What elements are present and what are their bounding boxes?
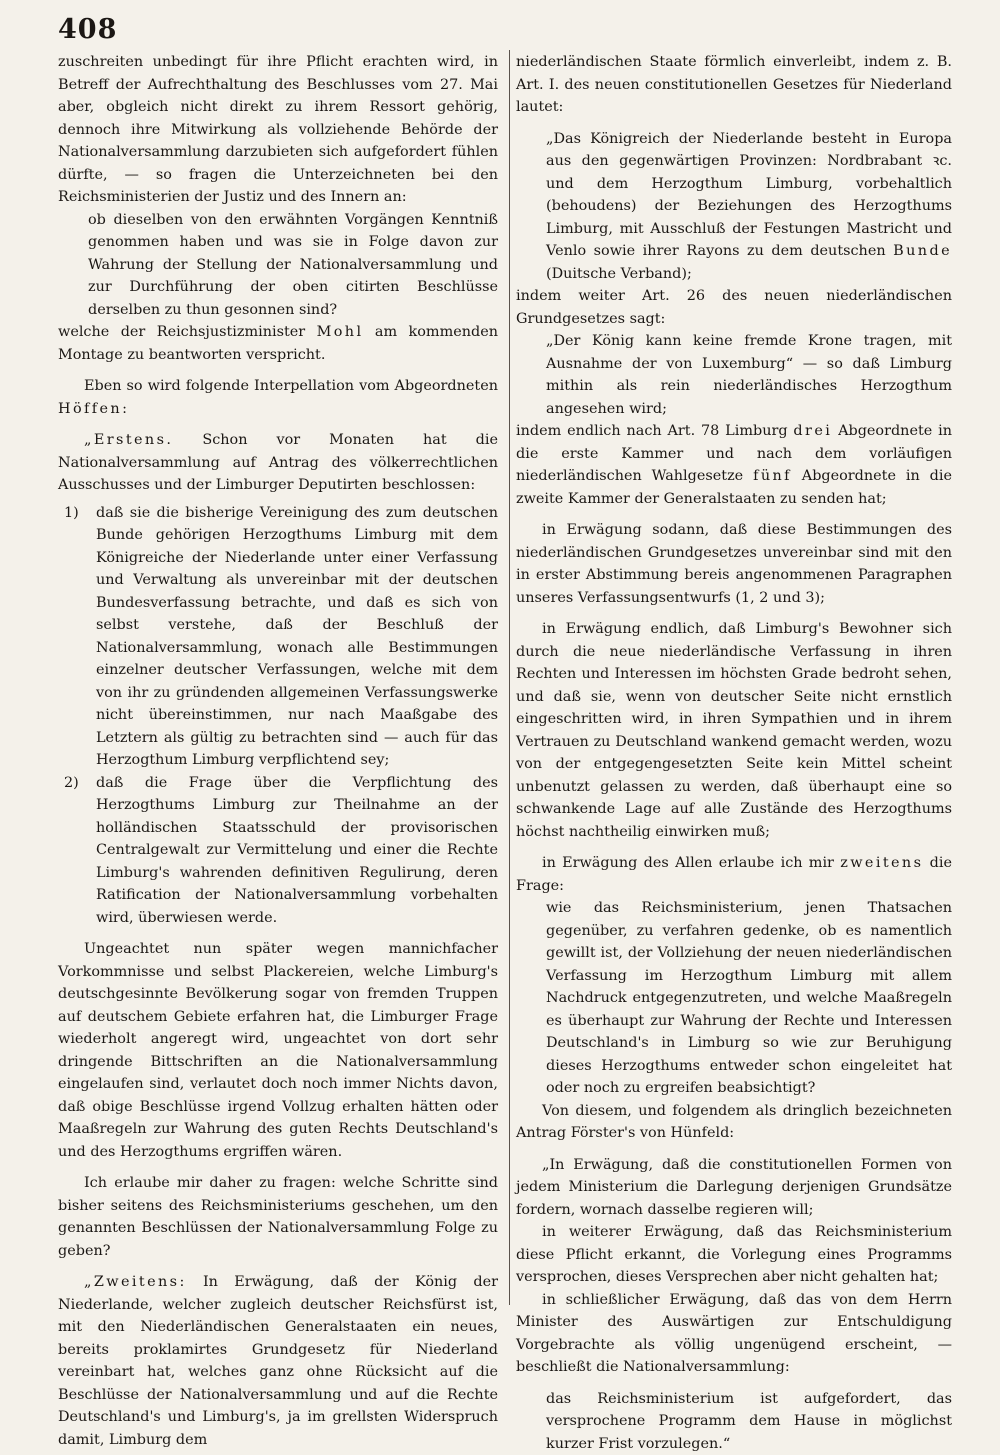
column-divider <box>509 50 510 1305</box>
quotation: „Das Königreich der Niederlande besteht in Europa aus den gegenwärtigen Provinzen: Nordbrabant ꝛc. und dem Herzogthum Limburg, vorbehaltlich (behoudens) der Beziehungen des Herzogthums Limburg, mit Ausschluß der Festungen Mastricht und Venlo sowie ihrer Rayons zu dem deutschen Bunde (Duitsche Verband); <box>516 128 952 286</box>
minister-name: Mohl <box>317 324 364 340</box>
left-column <box>58 51 498 1451</box>
list-item: 1) daß sie die bisherige Vereinigung des zum deutschen Bunde gehörigen Herzogthums Limburg mit dem Königreiche der Niederlande unter einer Verfassung und Verwaltung als unvereinbar mit der deutschen Bundesverfassung betrachte, und daß es sich von selbst verstehe, daß der Beschluß der Nationalversammlung, wonach alle Bestimmungen einzelner deutscher Verfassungen, welche mit dem von ihr zu gründenden allgemeinen Verfassungswerke nicht übereinstimmen, nur nach Maaßgabe des Letztern als gültig zu betrachten sind — auch für das Herzogthum Limburg verpflichtend sey; <box>58 502 498 772</box>
resolution-list <box>58 502 498 930</box>
paragraph: Eben so wird folgende Interpellation vom Abgeordneten Höffen: <box>58 375 498 420</box>
paragraph: indem weiter Art. 26 des neuen niederländischen Grundgesetzes sagt: <box>516 285 952 330</box>
paragraph: welche der Reichsjustizminister Mohl am kommenden Montage zu beantworten verspricht. <box>58 321 498 366</box>
paragraph: Von diesem, und folgendem als dringlich bezeichneten Antrag Förster's von Hünfeld: <box>516 1100 952 1145</box>
paragraph: Ungeachtet nun später wegen mannichfacher Vorkommnisse und selbst Plackereien, welche Limburg's deutschgesinnte Bevölkerung sogar von fremden Truppen auf deutschem Gebiete erfahren hat, die Limburger Frage wiederholt angeregt wird, ungeachtet von dort sehr dringende Bittschriften an die Nationalversammlung eingelaufen sind, verlautet doch noch immer Nichts davon, daß obige Beschlüsse irgend Vollzug erhalten hätten oder Maaßregeln zur Wahrung des guten Rechts Deutschland's und des Herzogthums ergriffen wären. <box>58 938 498 1163</box>
motion-text: in schließlicher Erwägung, daß das von dem Herrn Minister des Auswärtigen zur Entschuldigung Vorgebrachte als völlig ungenügend erscheint, — beschließt die Nationalversammlung: <box>516 1289 952 1379</box>
list-item: 2) daß die Frage über die Verpflichtung des Herzogthums Limburg zur Theilnahme an der holländischen Staatsschuld der provisorischen Centralgewalt zur Vermittelung und einer die Rechte Limburg's wahrenden definitiven Regulirung, deren Ratification der Nationalversammlung vorbehalten wird, überwiesen werde. <box>58 772 498 930</box>
motion-text: „In Erwägung, daß die constitutionellen Formen von jedem Ministerium die Darlegung derjenigen Grundsätze fordern, wornach dasselbe regieren will; <box>516 1154 952 1222</box>
paragraph: Ich erlaube mir daher zu fragen: welche Schritte sind bisher seitens des Reichsministeriums geschehen, um den genannten Beschlüssen der Nationalversammlung Folge zu geben? <box>58 1172 498 1262</box>
paragraph: niederländischen Staate förmlich einverleibt, indem z. B. Art. I. des neuen constitutionellen Gesetzes für Niederland lautet: <box>516 51 952 119</box>
paragraph: in Erwägung des Allen erlaube ich mir zweitens die Frage: <box>516 852 952 897</box>
paragraph: zuschreiten unbedingt für ihre Pflicht erachten wird, in Betreff der Aufrechthaltung des Beschlusses vom 27. Mai aber, obgleich nicht direkt zu ihrem Ressort gehörig, dennoch ihre Mitwirkung als vollziehende Behörde der Nationalversammlung darzubieten sich aufgefordert fühlen dürfte, — so fragen die Unterzeichneten bei den Reichsministerien der Justiz und des Innern an: <box>58 51 498 209</box>
right-column <box>516 51 952 1455</box>
paragraph: indem endlich nach Art. 78 Limburg drei Abgeordnete in die erste Kammer und nach dem vorläufigen niederländischen Wahlgesetze fünf Abgeordnete in die zweite Kammer der Generalstaaten zu senden hat; <box>516 420 952 510</box>
motion-text: in weiterer Erwägung, daß das Reichsministerium diese Pflicht erkannt, die Vorlegung eines Programms versprochen, dieses Versprechen aber nicht gehalten hat; <box>516 1221 952 1289</box>
motion-resolution: das Reichsministerium ist aufgefordert, das versprochene Programm dem Hause in möglichst kurzer Frist vorzulegen.“ <box>516 1388 952 1455</box>
interpellation-question: wie das Reichsministerium, jenen Thatsachen gegenüber, zu verfahren gedenke, ob es namentlich gewillt ist, der Vollziehung der neuen niederländischen Verfassung im Herzogthum Limburg mit allem Nachdruck entgegenzutreten, und welche Maaßregeln es überhaupt zur Wahrung der Rechte und Interessen Deutschland's in Limburg so wie zur Beruhigung dieses Herzogthums entweder schon eingeleitet hat oder noch zu ergreifen beabsichtigt? <box>516 897 952 1100</box>
quotation: „Der König kann keine fremde Krone tragen, mit Ausnahme der von Luxemburg“ — so daß Limburg mithin als rein niederländisches Herzogthum angesehen wird; <box>516 330 952 420</box>
paragraph: „Zweitens: In Erwägung, daß der König der Niederlande, welcher zugleich deutscher Reichsfürst ist, mit den Niederländischen Generalstaaten ein neues, bereits proklamirtes Grundgesetz für Niederland vereinbart hat, welches ganz ohne Rücksicht auf die Beschlüsse der Nationalversammlung und auf die Rechte Deutschland's und Limburg's, ja im grellsten Widerspruch damit, Limburg dem <box>58 1271 498 1451</box>
paragraph: in Erwägung sodann, daß diese Bestimmungen des niederländischen Grundgesetzes unvereinbar sind mit den in erster Abstimmung bereis angenommenen Paragraphen unseres Verfassungsentwurfs (1, 2 und 3); <box>516 519 952 609</box>
page-number: 408 <box>58 14 117 45</box>
paragraph: in Erwägung endlich, daß Limburg's Bewohner sich durch die neue niederländische Verfassung in ihren Rechten und Interessen im höchsten Grade bedroht sehen, und daß sie, wenn von deutscher Seite nicht ernstlich eingeschritten wird, in ihren Sympathien und in ihrem Vertrauen zu Deutschland wankend gemacht werden, wozu von der entgegengesetzten Seite kein Mittel scheint unbenutzt gelassen zu werden, daß überhaupt eine so schwankende Lage auf alle Zustände des Herzogthums höchst nachtheilig einwirken muß; <box>516 618 952 843</box>
interpellation-question: ob dieselben von den erwähnten Vorgängen Kenntniß genommen haben und was sie in Folge davon zur Wahrung der Stellung der Nationalversammlung und zur Durchführung der oben citirten Beschlüsse derselben zu thun gesonnen sind? <box>58 209 498 322</box>
deputy-name: Höffen <box>58 401 122 417</box>
paragraph: „Erstens. Schon vor Monaten hat die Nationalversammlung auf Antrag des völkerrechtlichen Ausschusses und der Limburger Deputirten beschlossen: <box>58 429 498 497</box>
